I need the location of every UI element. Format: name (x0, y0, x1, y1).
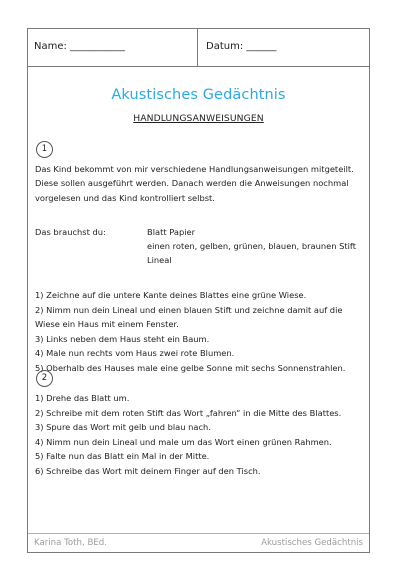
materials-list (147, 225, 369, 268)
intro-line: Das Kind bekommt von mir verschiedene Handlungsanweisungen mitgeteilt. (35, 164, 354, 174)
instructions-list-1 (35, 288, 369, 376)
instruction-item: 3) Spure das Wort mit gelb und blau nach. (35, 422, 211, 433)
instruction-item: 5) Falte nun das Blatt ein Mal in der Mitte. (35, 451, 210, 462)
material-item: einen roten, gelben, grünen, blauen, braunen Stift (147, 241, 356, 252)
material-item: Lineal (147, 255, 172, 266)
instruction-item: 1) Drehe das Blatt um. (35, 393, 130, 403)
footer-author: Karina Toth, BEd. (34, 538, 107, 548)
intro-line: vorgelesen und das Kind kontrolliert selbst. (35, 192, 215, 203)
material-item: Blatt Papier (147, 227, 196, 237)
header-row (28, 29, 369, 67)
footer-title: Akustisches Gedächtnis (261, 538, 363, 548)
instruction-item: 4) Nimm nun dein Lineal und male um das Wort einen grünen Rahmen. (35, 436, 332, 447)
section-number-1: 1 (36, 141, 53, 158)
section-number-2: 2 (36, 370, 53, 387)
intro-paragraph (35, 162, 369, 205)
footer-divider (28, 533, 369, 534)
instruction-item: 6) Schreibe das Wort mit deinem Finger auf den Tisch. (35, 465, 261, 476)
instructions-list-2 (35, 391, 369, 479)
instruction-item: 2) Schreibe mit dem roten Stift das Wort „fahren“ in die Mitte des Blattes. (35, 407, 342, 418)
page-subtitle: HANDLUNGSANWEISUNGEN (133, 113, 264, 124)
instruction-item: 5) Oberhalb des Hauses male eine gelbe Sonne mit sechs Sonnenstrahlen. (35, 362, 346, 373)
instruction-item: 1) Zeichne auf die untere Kante deines Blattes eine grüne Wiese. (35, 290, 307, 300)
intro-line: Diese sollen ausgeführt werden. Danach werden die Anweisungen nochmal (35, 178, 349, 189)
instruction-item: 3) Links neben dem Haus steht ein Baum. (35, 333, 210, 344)
materials-label: Das brauchst du: (35, 227, 106, 237)
page-title: Akustisches Gedächtnis (111, 87, 286, 103)
worksheet (27, 28, 370, 553)
instruction-item: 2) Nimm nun dein Lineal und einen blauen Stift und zeichne damit auf die (35, 304, 343, 315)
header-divider (197, 29, 198, 67)
name-field: Name: ___________ (34, 41, 126, 52)
instruction-item: 4) Male nun rechts vom Haus zwei rote Blumen. (35, 348, 235, 359)
date-field: Datum: ______ (206, 41, 277, 52)
instruction-item: Wiese ein Haus mit einem Fenster. (35, 319, 179, 330)
